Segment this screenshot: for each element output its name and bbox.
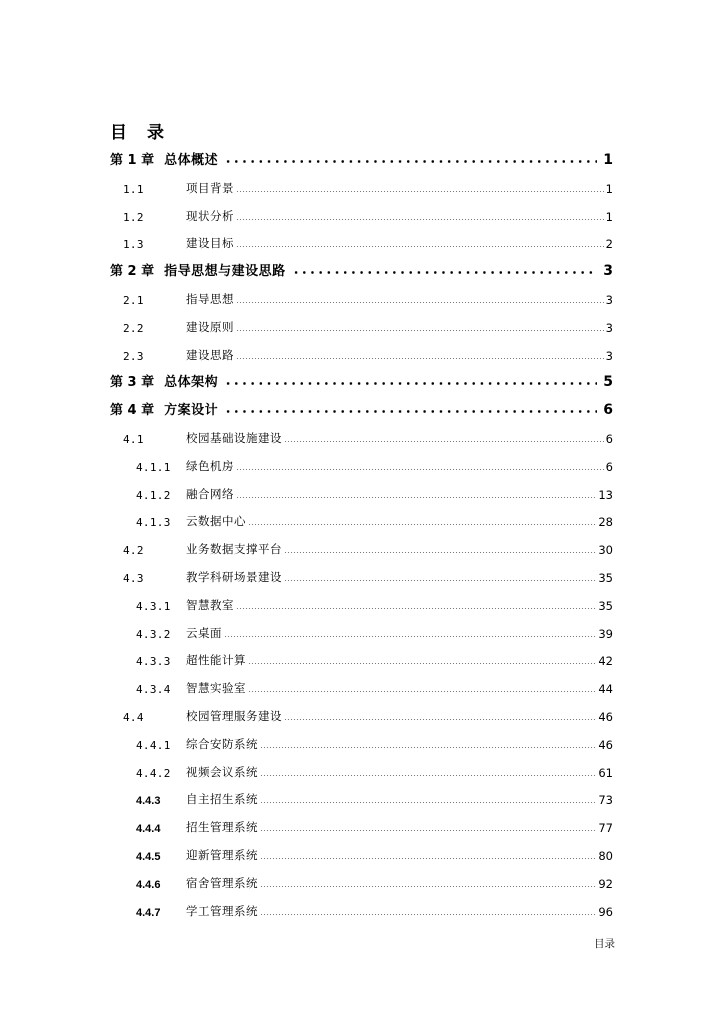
toc-section-entry[interactable] <box>110 343 613 363</box>
toc-dot-leader <box>292 259 598 279</box>
toc-dot-leader <box>224 398 597 418</box>
toc-dot-leader <box>260 843 596 863</box>
toc-entry-title: 总体架构 <box>164 375 219 391</box>
toc-entry-page-number: 13 <box>598 487 613 502</box>
toc-entry-title: 校园管理服务建设 <box>186 709 282 723</box>
toc-dot-leader <box>236 343 604 363</box>
toc-entry-title: 项目背景 <box>186 180 234 195</box>
toc-entry-number: 4.3.2 <box>136 627 171 641</box>
toc-heading-part2: 录 <box>147 123 164 143</box>
toc-dot-leader <box>236 482 596 502</box>
toc-entry-number: 4.1.1 <box>136 460 171 474</box>
toc-dot-leader <box>236 287 604 307</box>
toc-entry-page-number: 35 <box>598 571 613 585</box>
toc-entry-number: 4.4.4 <box>136 823 161 836</box>
toc-entry-number: 2.3 <box>123 349 144 363</box>
toc-entry-title: 方案设计 <box>164 403 219 419</box>
toc-entry-title: 建设原则 <box>186 319 234 334</box>
toc-section-entry[interactable] <box>110 454 613 474</box>
toc-dot-leader <box>224 148 597 168</box>
toc-entry-page-number: 6 <box>603 402 613 419</box>
toc-entry-number: 4.1 <box>123 433 144 446</box>
toc-section-entry[interactable] <box>110 482 613 502</box>
toc-entry-page-number: 96 <box>598 904 613 919</box>
toc-section-entry[interactable] <box>110 231 613 251</box>
toc-entry-title: 迎新管理系统 <box>186 848 258 862</box>
toc-section-entry[interactable] <box>110 565 613 585</box>
toc-dot-leader <box>248 509 596 529</box>
toc-entry-number: 4.3.3 <box>136 655 171 669</box>
toc-entry-page-number: 3 <box>605 320 613 335</box>
toc-entry-title: 教学科研场景建设 <box>186 570 282 584</box>
toc-entry-number: 4.4.5 <box>136 851 161 863</box>
toc-dot-leader <box>260 815 596 835</box>
toc-dot-leader <box>224 370 597 390</box>
toc-entry-page-number: 2 <box>605 237 613 252</box>
toc-entry-number: 第 4 章 <box>110 403 155 419</box>
toc-entry-title: 学工管理系统 <box>186 903 258 918</box>
toc-entry-page-number: 42 <box>598 654 613 669</box>
toc-entry-number: 2.2 <box>123 321 144 335</box>
toc-entry-title: 自主招生系统 <box>186 792 258 807</box>
toc-heading-part1: 目 <box>110 123 127 143</box>
toc-entry-title: 校园基础设施建设 <box>186 431 282 445</box>
toc-dot-leader <box>260 871 596 891</box>
toc-entry-page-number: 5 <box>603 374 613 391</box>
toc-section-entry[interactable] <box>110 287 613 307</box>
toc-entry-number: 2.1 <box>123 294 144 307</box>
toc-section-entry[interactable] <box>110 732 613 752</box>
toc-entry-page-number: 3 <box>603 263 613 280</box>
toc-section-entry[interactable] <box>110 676 613 696</box>
toc-section-entry[interactable] <box>110 537 613 557</box>
toc-entry-page-number: 3 <box>605 348 613 363</box>
toc-entry-number: 4.4.2 <box>136 766 171 780</box>
toc-entry-number: 1.1 <box>123 182 144 196</box>
toc-entry-title: 云桌面 <box>186 625 222 640</box>
toc-entry-page-number: 73 <box>598 793 613 808</box>
toc-section-entry[interactable] <box>110 426 613 446</box>
toc-chapter-entry[interactable] <box>110 370 613 390</box>
toc-dot-leader <box>260 787 596 807</box>
toc-entry-page-number: 1 <box>605 209 613 224</box>
toc-entry-title: 融合网络 <box>186 486 234 501</box>
toc-entry-number: 4.3 <box>123 572 144 585</box>
toc-section-entry[interactable] <box>110 843 613 863</box>
toc-entry-title: 指导思想 <box>186 292 234 306</box>
toc-section-entry[interactable] <box>110 704 613 724</box>
toc-dot-leader <box>284 704 596 724</box>
toc-dot-leader <box>236 315 604 335</box>
toc-dot-leader <box>236 454 604 474</box>
toc-section-entry[interactable] <box>110 509 613 529</box>
toc-dot-leader <box>224 621 596 641</box>
toc-entry-page-number: 3 <box>605 293 613 307</box>
toc-entry-number: 4.1.2 <box>136 488 171 502</box>
toc-entry-number: 4.2 <box>123 544 144 558</box>
toc-entry-number: 第 3 章 <box>110 375 155 391</box>
toc-dot-leader <box>284 537 596 557</box>
toc-dot-leader <box>260 760 596 780</box>
toc-entry-number: 4.4.7 <box>136 906 161 919</box>
toc-entry-title: 建设思路 <box>186 347 234 362</box>
toc-section-entry[interactable] <box>110 787 613 807</box>
toc-entry-page-number: 35 <box>598 598 613 613</box>
toc-entry-number: 4.1.3 <box>136 516 171 530</box>
toc-entry-number: 第 1 章 <box>110 153 155 168</box>
toc-entry-title: 云数据中心 <box>186 514 246 529</box>
toc-section-entry[interactable] <box>110 176 613 196</box>
toc-section-entry[interactable] <box>110 899 613 919</box>
toc-chapter-entry[interactable] <box>110 148 613 168</box>
toc-entry-page-number: 46 <box>598 737 613 752</box>
toc-section-entry[interactable] <box>110 621 613 641</box>
page-footer: 目录 <box>594 938 615 950</box>
toc-entry-title: 招生管理系统 <box>186 820 258 835</box>
toc-section-entry[interactable] <box>110 204 613 224</box>
toc-chapter-entry[interactable] <box>110 398 613 418</box>
toc-entry-number: 1.3 <box>123 238 144 252</box>
toc-section-entry[interactable] <box>110 760 613 780</box>
toc-entry-title: 综合安防系统 <box>186 736 258 751</box>
toc-entry-number: 4.4.6 <box>136 878 161 891</box>
toc-entry-title: 建设目标 <box>186 236 234 251</box>
toc-entry-page-number: 44 <box>598 682 613 697</box>
toc-entry-title: 现状分析 <box>186 208 234 223</box>
toc-entry-title: 智慧教室 <box>186 597 234 612</box>
toc-entry-page-number: 1 <box>603 152 613 168</box>
toc-entry-page-number: 39 <box>598 626 613 641</box>
toc-entry-title: 视频会议系统 <box>186 764 258 779</box>
toc-dot-leader <box>236 176 604 196</box>
toc-entry-title: 指导思想与建设思路 <box>164 264 286 280</box>
toc-entry-number: 4.3.1 <box>136 599 171 613</box>
toc-section-entry[interactable] <box>110 593 613 613</box>
toc-entry-page-number: 30 <box>598 543 613 558</box>
toc-section-entry[interactable] <box>110 871 613 891</box>
toc-entry-title: 业务数据支撑平台 <box>186 542 282 557</box>
toc-entry-number: 4.3.4 <box>136 683 171 697</box>
toc-dot-leader <box>284 565 596 585</box>
toc-entry-number: 第 2 章 <box>110 264 155 280</box>
toc-entry-number: 4.4.1 <box>136 738 171 752</box>
toc-entry-title: 总体概述 <box>164 153 219 168</box>
toc-dot-leader <box>248 676 596 696</box>
toc-chapter-entry[interactable] <box>110 259 613 279</box>
toc-dot-leader <box>236 204 604 224</box>
toc-section-entry[interactable] <box>110 315 613 335</box>
toc-entry-page-number: 77 <box>598 821 613 836</box>
toc-dot-leader <box>284 426 604 446</box>
toc-entry-page-number: 6 <box>605 459 613 474</box>
toc-entry-page-number: 92 <box>598 876 613 891</box>
toc-dot-leader <box>260 732 596 752</box>
toc-entry-number: 4.4.3 <box>136 795 161 808</box>
toc-entry-title: 宿舍管理系统 <box>186 875 258 890</box>
toc-entry-page-number: 1 <box>605 181 613 196</box>
toc-entry-page-number: 46 <box>598 710 613 724</box>
toc-entry-title: 智慧实验室 <box>186 681 246 696</box>
toc-dot-leader <box>260 899 596 919</box>
toc-entry-title: 超性能计算 <box>186 653 246 668</box>
toc-section-entry[interactable] <box>110 648 613 668</box>
toc-dot-leader <box>248 648 596 668</box>
toc-entry-page-number: 80 <box>598 849 613 863</box>
toc-entry-title: 绿色机房 <box>186 458 234 473</box>
toc-entry-number: 1.2 <box>123 210 144 224</box>
toc-dot-leader <box>236 593 596 613</box>
toc-entry-page-number: 28 <box>598 515 613 530</box>
toc-heading <box>110 118 164 143</box>
toc-entry-number: 4.4 <box>123 711 144 724</box>
toc-entry-page-number: 61 <box>598 765 613 780</box>
toc-dot-leader <box>236 231 604 251</box>
toc-section-entry[interactable] <box>110 815 613 835</box>
toc-entry-page-number: 6 <box>605 432 613 446</box>
